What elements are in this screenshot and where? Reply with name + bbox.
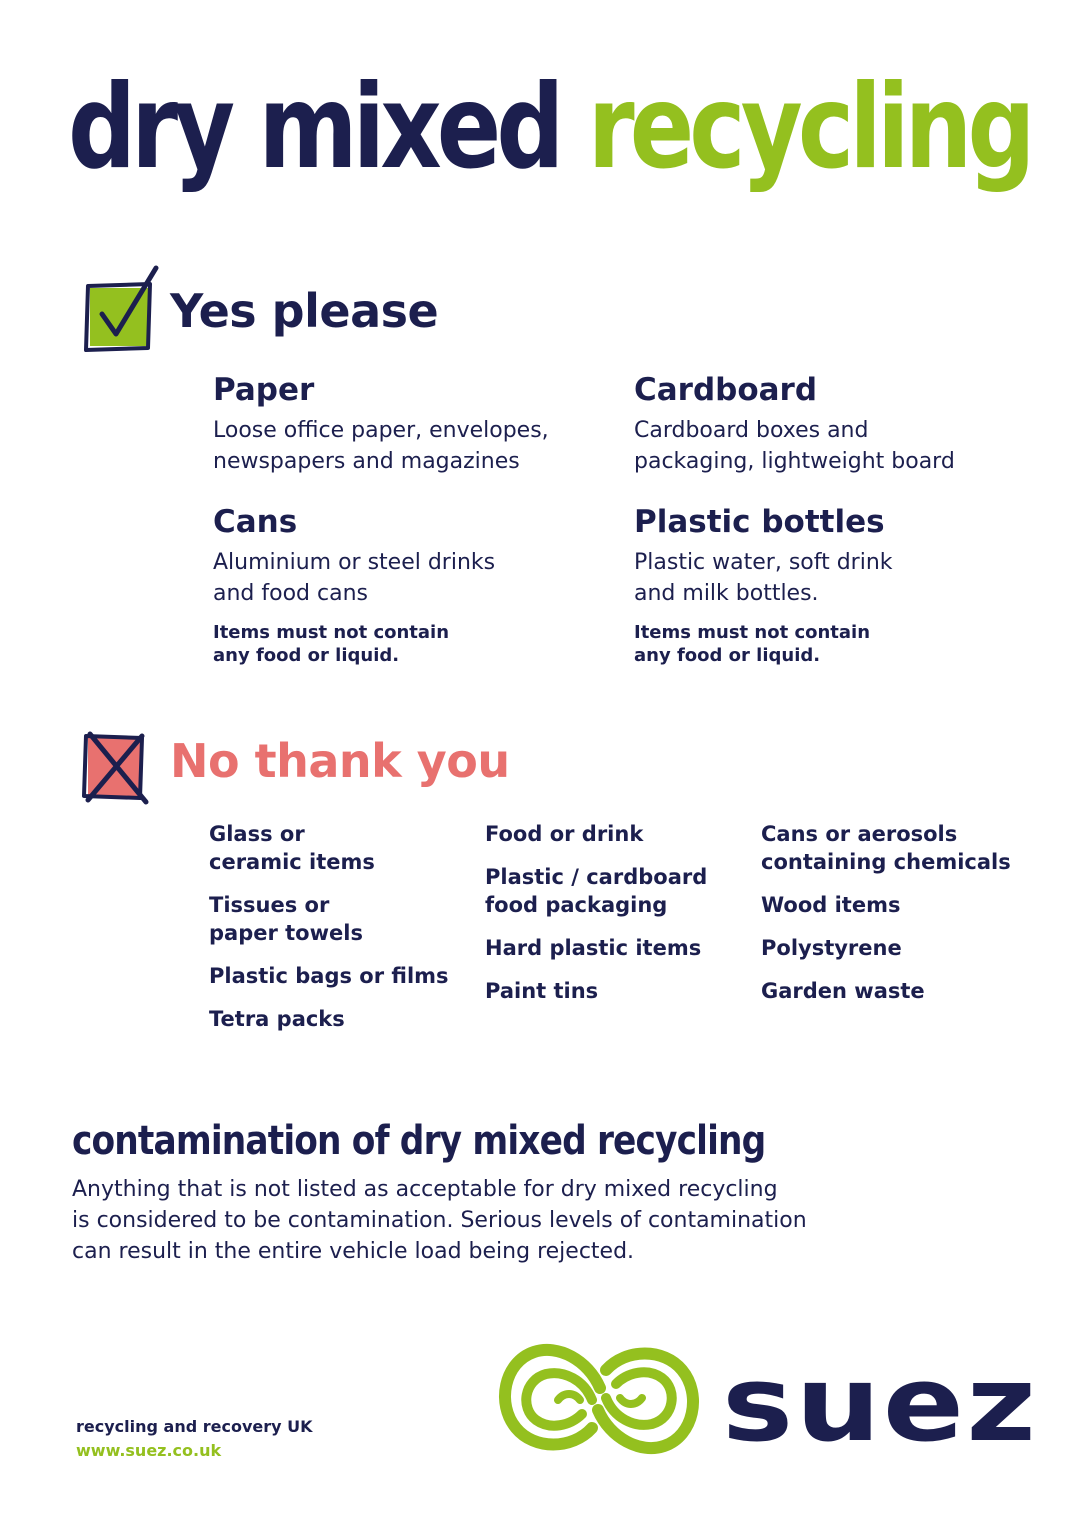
yes-item-desc-line: Plastic water, soft drink (634, 550, 893, 576)
yes-item-plastic-bottles (634, 504, 1034, 667)
yes-item-desc-line: Loose office paper, envelopes, (213, 418, 549, 444)
list-item: Cans or aerosols containing chemicals (761, 822, 1011, 874)
contamination-text-line: Anything that is not listed as acceptable for dry mixed recycling (72, 1177, 778, 1202)
list-item: Plastic / cardboard food packaging (485, 865, 708, 917)
list-item: Polystyrene (761, 936, 902, 960)
yes-item-note-line: any food or liquid. (634, 645, 821, 667)
contamination-heading: contamination of dry mixed recycling (72, 1118, 766, 1164)
list-item: Glass or ceramic items (209, 822, 375, 874)
no-list-column-3 (761, 820, 1061, 1020)
yes-item-note (213, 621, 613, 667)
yes-item-desc-line: packaging, lightweight board (634, 449, 955, 475)
yes-item-cans (213, 504, 613, 667)
title-part-recycling: recycling (587, 60, 1031, 195)
yes-item-heading: Cans (213, 504, 298, 540)
yes-item-note-line: Items must not contain (634, 622, 871, 644)
contamination-text-line: is considered to be contamination. Serious levels of contamination (72, 1208, 807, 1233)
list-item: Plastic bags or films (209, 964, 449, 988)
title-part-dry-mixed: dry mixed (68, 60, 560, 195)
footer-tagline: recycling and recovery UK (76, 1417, 313, 1436)
yes-item-heading: Cardboard (634, 372, 818, 408)
yes-item-heading: Plastic bottles (634, 504, 885, 540)
list-item: Paint tins (485, 979, 599, 1003)
yes-item-note-line: Items must not contain (213, 622, 450, 644)
yes-item-desc-line: Aluminium or steel drinks (213, 550, 496, 576)
suez-swirl-logo-icon (488, 1330, 710, 1468)
yes-item-desc-line: and food cans (213, 581, 368, 607)
contamination-text-line: can result in the entire vehicle load being rejected. (72, 1239, 635, 1264)
list-item: Food or drink (485, 822, 644, 846)
green-checkbox-tick-icon (82, 262, 162, 354)
yes-item-note-line: any food or liquid. (213, 645, 400, 667)
list-item: Hard plastic items (485, 936, 702, 960)
red-checkbox-cross-icon (80, 730, 152, 806)
yes-item-heading: Paper (213, 372, 315, 408)
no-list-column-1 (209, 820, 469, 1048)
page-title (68, 60, 1031, 195)
yes-item-paper (213, 372, 613, 477)
list-item: Wood items (761, 893, 901, 917)
suez-wordmark: suez (722, 1343, 1039, 1465)
list-item: Garden waste (761, 979, 925, 1003)
no-thank-you-heading: No thank you (170, 734, 510, 788)
yes-please-heading: Yes please (170, 284, 439, 338)
yes-item-desc-line: newspapers and magazines (213, 449, 520, 475)
list-item: Tissues or paper towels (209, 893, 363, 945)
contamination-text (72, 1174, 872, 1267)
no-list-column-2 (485, 820, 745, 1020)
yes-item-desc-line: Cardboard boxes and (634, 418, 869, 444)
footer-url-link[interactable]: www.suez.co.uk (76, 1441, 222, 1460)
yes-item-cardboard (634, 372, 1034, 477)
yes-item-desc-line: and milk bottles. (634, 581, 819, 607)
yes-item-note (634, 621, 1034, 667)
list-item: Tetra packs (209, 1007, 345, 1031)
